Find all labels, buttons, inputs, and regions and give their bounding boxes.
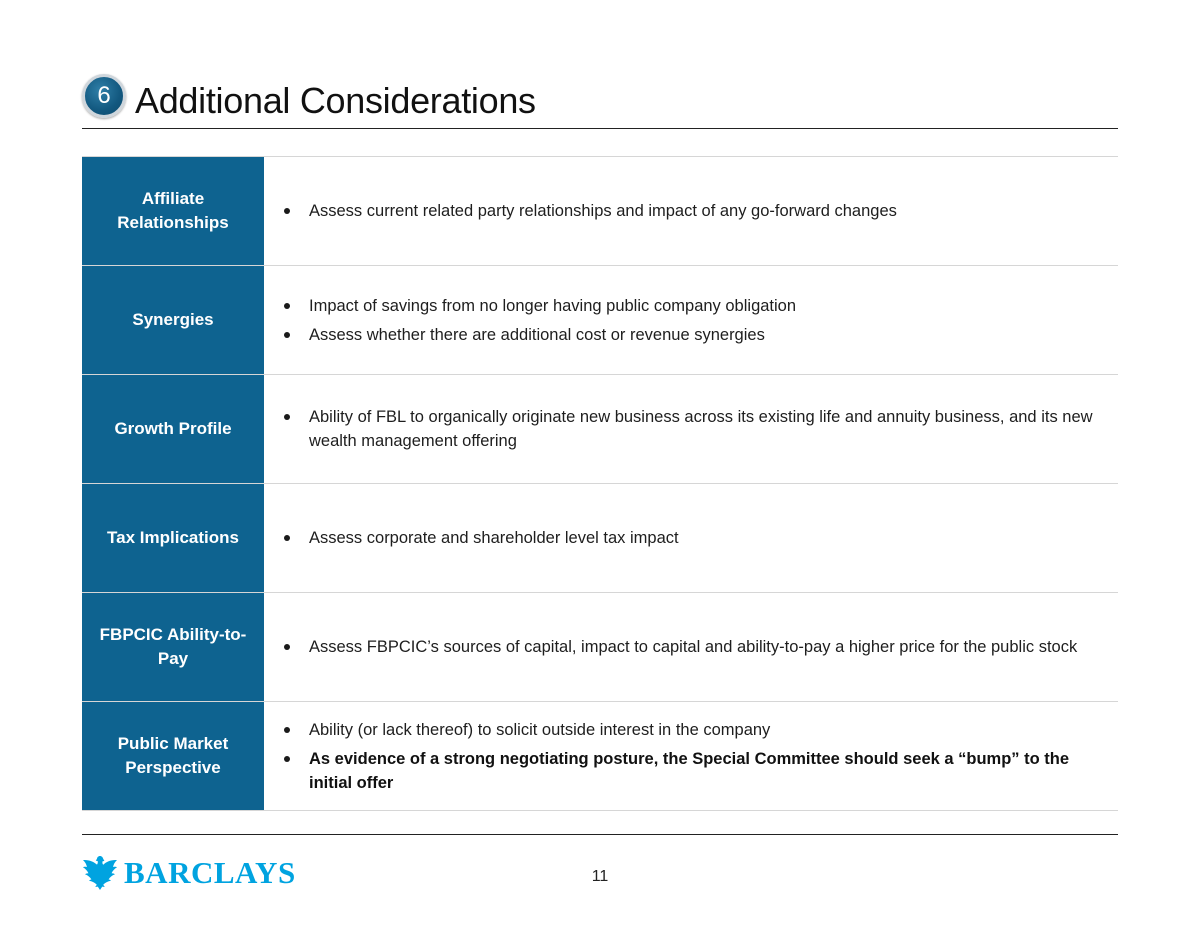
eagle-icon: [82, 854, 118, 892]
table-row: [82, 157, 1118, 266]
page-title: Additional Considerations: [135, 80, 536, 121]
row-body: [264, 157, 1118, 265]
table-row: [82, 702, 1118, 811]
considerations-table: [82, 156, 1118, 811]
row-label: Public Market Perspective: [82, 702, 264, 810]
row-label: FBPCIC Ability-to-Pay: [82, 593, 264, 701]
bullet-item: Assess corporate and shareholder level tax impact: [284, 526, 1112, 550]
bullet-list: [284, 521, 1112, 555]
bullet-list: [284, 630, 1112, 664]
bullet-list: [284, 400, 1112, 458]
logo-wordmark: BARCLAYS: [124, 855, 296, 890]
row-body: [264, 266, 1118, 374]
row-body: [264, 375, 1118, 483]
row-label: Synergies: [82, 266, 264, 374]
slide-header: [82, 68, 1118, 129]
barclays-logo: [82, 853, 296, 893]
bullet-item: Ability of FBL to organically originate new business across its existing life and annuity business, and its new wealth management offering: [284, 405, 1112, 453]
bullet-item: Assess current related party relationships and impact of any go-forward changes: [284, 199, 1112, 223]
bullet-item: Ability (or lack thereof) to solicit outside interest in the company: [284, 718, 1112, 742]
section-number-badge: 6: [82, 74, 126, 118]
table-row: [82, 593, 1118, 702]
row-label: Tax Implications: [82, 484, 264, 592]
row-body: [264, 593, 1118, 701]
bullet-item: Impact of savings from no longer having public company obligation: [284, 294, 1112, 318]
table-row: [82, 484, 1118, 593]
bullet-list: [284, 713, 1112, 800]
table-row: [82, 266, 1118, 375]
footer-divider: [82, 834, 1118, 835]
bullet-list: [284, 194, 1112, 228]
bullet-list: [284, 289, 1112, 352]
row-label: Growth Profile: [82, 375, 264, 483]
page-number: 11: [591, 868, 609, 885]
bullet-item: As evidence of a strong negotiating posture, the Special Committee should seek a “bump” to the initial offer: [284, 747, 1112, 795]
row-label: Affiliate Relationships: [82, 157, 264, 265]
bullet-item: Assess FBPCIC’s sources of capital, impact to capital and ability-to-pay a higher price for the public stock: [284, 635, 1112, 659]
bullet-item: Assess whether there are additional cost or revenue synergies: [284, 323, 1112, 347]
row-body: [264, 484, 1118, 592]
table-row: [82, 375, 1118, 484]
row-body: [264, 702, 1118, 810]
